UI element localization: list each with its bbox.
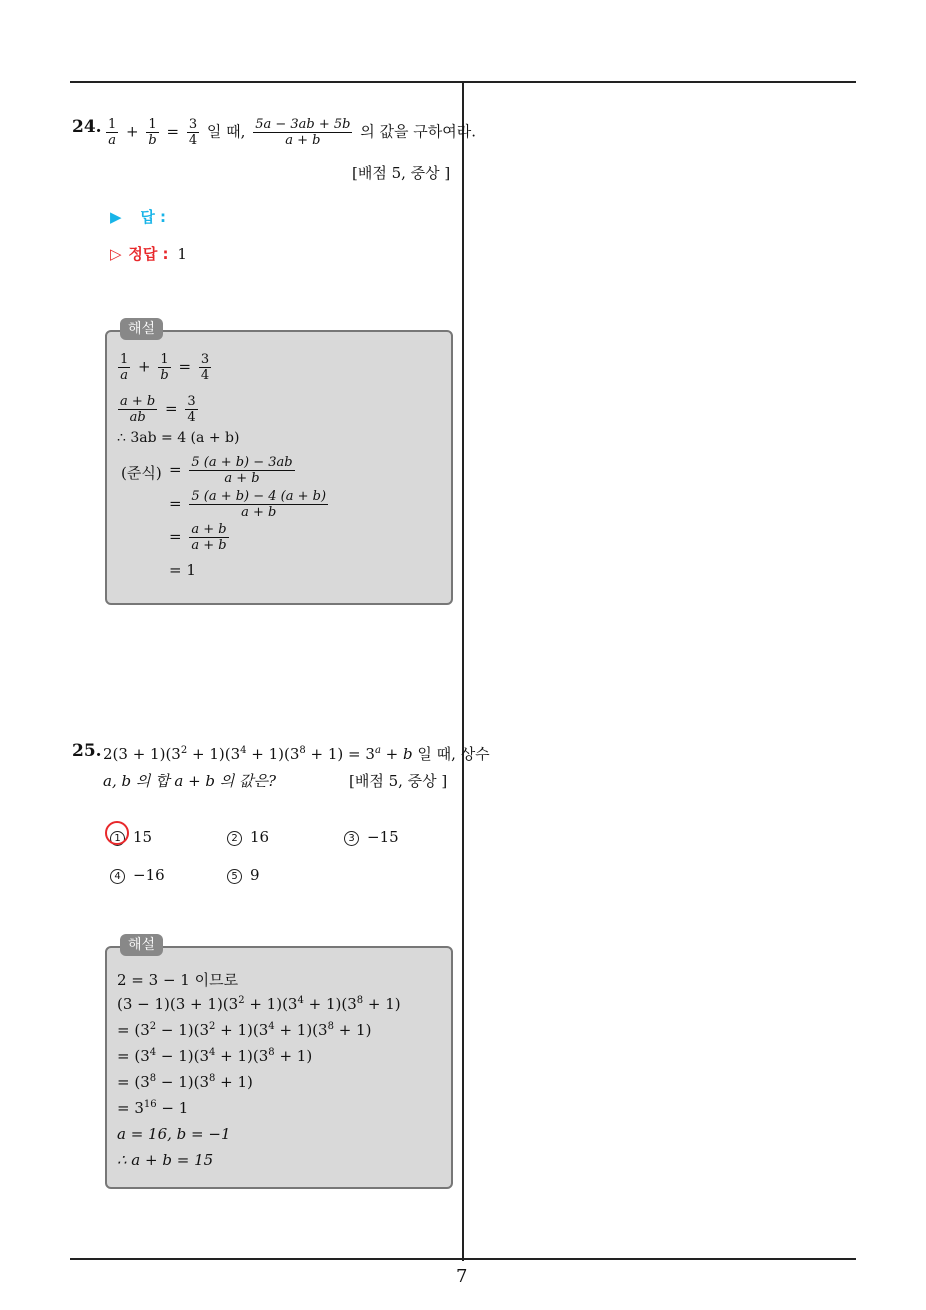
page-number: 7 xyxy=(456,1266,468,1287)
explanation-tag-24: 해설 xyxy=(120,318,163,340)
choice-1[interactable]: 1 15 xyxy=(110,828,152,846)
explain-24-step2: = $\frac{5 (a + b) - 4 (a + b)}{a + b}$ xyxy=(169,489,327,520)
explain-25-line2: $(3 - 1)(3 + 1)(3^2 + 1)(3^4 + 1)(3^8 + 1)$ xyxy=(117,995,401,1013)
choice-number-icon: 3 xyxy=(344,831,359,846)
play-outline-icon: ▷ xyxy=(110,245,122,263)
choice-number-icon: 5 xyxy=(227,869,242,884)
explain-24-step3: = $\frac{a + b}{a + b}$ xyxy=(169,522,227,553)
explain-25-line8: ∴ a + b = 15 xyxy=(117,1151,214,1169)
question-24-number: 24. xyxy=(72,117,102,137)
choice-number-icon: 4 xyxy=(110,869,125,884)
choice-number-icon: 1 xyxy=(110,831,125,846)
question-25-line1: $2(3 + 1)(3^2 + 1)(3^4 + 1)(3^8 + 1) = 3^a + b$ 일 때, 상수 xyxy=(103,745,490,763)
correct-answer-row xyxy=(110,243,187,264)
answer-row xyxy=(110,206,166,227)
column-divider xyxy=(462,81,464,1261)
selected-answer-circle xyxy=(105,821,129,845)
question-24-text: $\frac{1}{a}$ + $\frac{1}{b}$ = $\frac{3}{4}$ 일 때, $\frac{5a - 3ab + 5b}{a + b}$ 의 값을 구하여라. xyxy=(108,117,477,148)
correct-value: 1 xyxy=(177,245,187,263)
explain-24-step1: = $\frac{5 (a + b) - 3ab}{a + b}$ xyxy=(169,455,293,486)
explain-25-line1: 2 = 3 − 1 이므로 xyxy=(117,971,239,989)
explain-24-therefore: ∴ 3ab = 4 (a + b) xyxy=(117,430,240,446)
explain-24-step4: = 1 xyxy=(169,561,196,579)
question-25-line2: a, b 의 합 a + b 의 값은? xyxy=(103,772,277,790)
question-25-number: 25. xyxy=(72,741,102,761)
choice-2[interactable]: 2 16 xyxy=(227,828,269,846)
choice-number-icon: 2 xyxy=(227,831,242,846)
question-25-points: [배점 5, 중상 ] xyxy=(349,772,448,790)
choice-3[interactable]: 3 −15 xyxy=(344,828,399,846)
explain-25-line4: = $(3^4 - 1)(3^4 + 1)(3^8 + 1)$ xyxy=(117,1047,313,1065)
explain-25-line3: = $(3^2 - 1)(3^2 + 1)(3^4 + 1)(3^8 + 1)$ xyxy=(117,1021,372,1039)
explanation-tag-25: 해설 xyxy=(120,934,163,956)
question-24-points: [배점 5, 중상 ] xyxy=(352,164,451,182)
explain-24-line1: $\frac{1}{a}$ + $\frac{1}{b}$ = $\frac{3}{4}$ xyxy=(120,352,210,383)
explain-25-line6: = $3^{16} - 1$ xyxy=(117,1099,189,1117)
answer-label: 답 : xyxy=(140,208,167,226)
explain-25-line5: = $(3^8 - 1)(3^8 + 1)$ xyxy=(117,1073,253,1091)
choice-5[interactable]: 5 9 xyxy=(227,866,260,884)
explain-24-line2: $\frac{a + b}{ab}$ = $\frac{3}{4}$ xyxy=(120,394,196,425)
explain-24-label: (준식) xyxy=(121,464,162,482)
bottom-rule xyxy=(70,1258,856,1260)
choice-4[interactable]: 4 −16 xyxy=(110,866,165,884)
play-icon: ▶ xyxy=(110,208,122,226)
correct-label: 정답 : xyxy=(128,245,169,263)
explain-25-line7: a = 16, b = −1 xyxy=(117,1125,231,1143)
